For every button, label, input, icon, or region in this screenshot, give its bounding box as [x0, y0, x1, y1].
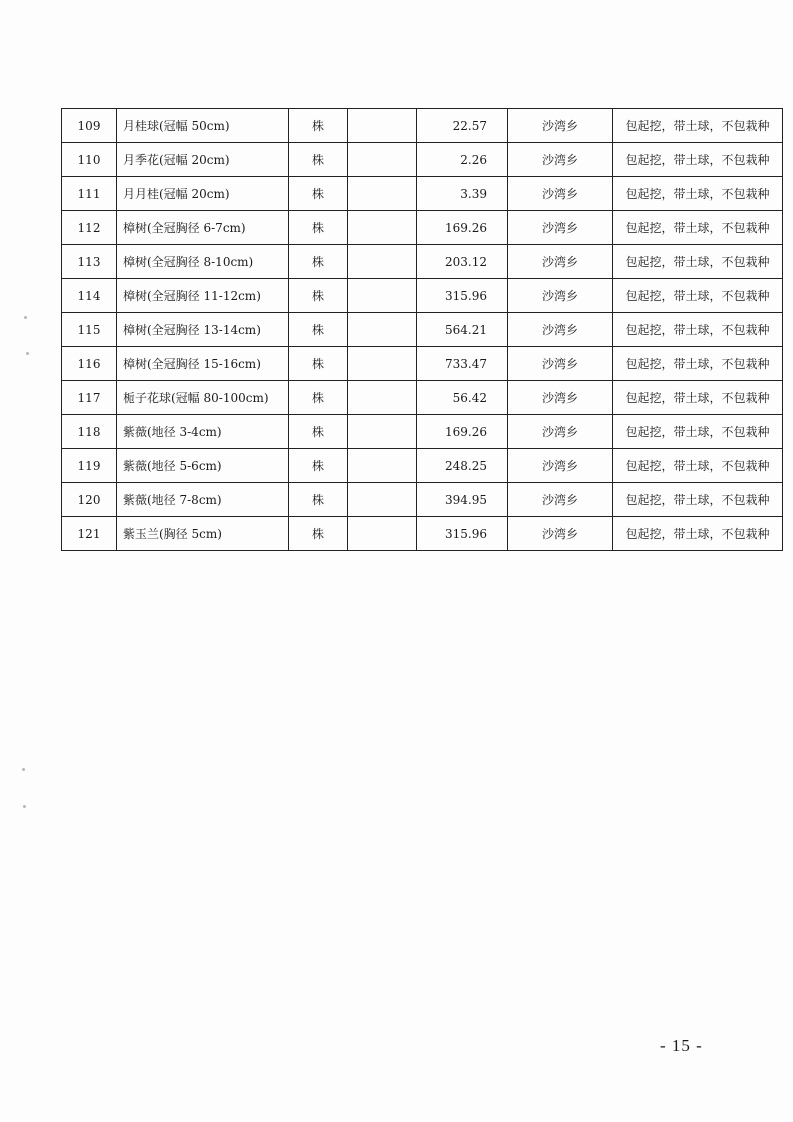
- price-table-body: [62, 109, 783, 551]
- item-price: 315.96: [417, 279, 508, 313]
- item-note: 包起挖，带土球，不包栽种: [613, 177, 783, 211]
- item-note: 包起挖，带土球，不包栽种: [613, 211, 783, 245]
- item-price: 3.39: [417, 177, 508, 211]
- item-name: 樟树(全冠胸径 6-7cm): [117, 211, 289, 245]
- row-number: 115: [62, 313, 117, 347]
- table-row: [62, 211, 783, 245]
- item-price: 394.95: [417, 483, 508, 517]
- item-name: 栀子花球(冠幅 80-100cm): [117, 381, 289, 415]
- table-row: [62, 279, 783, 313]
- table-row: [62, 245, 783, 279]
- item-unit: 株: [289, 245, 348, 279]
- table-row: [62, 415, 783, 449]
- item-note: 包起挖，带土球，不包栽种: [613, 483, 783, 517]
- item-price: 203.12: [417, 245, 508, 279]
- item-town: 沙湾乡: [508, 449, 613, 483]
- item-town: 沙湾乡: [508, 415, 613, 449]
- empty-cell: [348, 347, 417, 381]
- item-name: 紫薇(地径 5-6cm): [117, 449, 289, 483]
- empty-cell: [348, 177, 417, 211]
- item-town: 沙湾乡: [508, 143, 613, 177]
- row-number: 114: [62, 279, 117, 313]
- item-note: 包起挖，带土球，不包栽种: [613, 109, 783, 143]
- empty-cell: [348, 279, 417, 313]
- item-price: 56.42: [417, 381, 508, 415]
- item-unit: 株: [289, 381, 348, 415]
- item-unit: 株: [289, 449, 348, 483]
- item-unit: 株: [289, 483, 348, 517]
- row-number: 113: [62, 245, 117, 279]
- empty-cell: [348, 313, 417, 347]
- table-row: [62, 143, 783, 177]
- item-unit: 株: [289, 143, 348, 177]
- item-name: 紫玉兰(胸径 5cm): [117, 517, 289, 551]
- empty-cell: [348, 109, 417, 143]
- item-unit: 株: [289, 347, 348, 381]
- item-price: 2.26: [417, 143, 508, 177]
- item-name: 樟树(全冠胸径 15-16cm): [117, 347, 289, 381]
- item-note: 包起挖，带土球，不包栽种: [613, 449, 783, 483]
- item-unit: 株: [289, 279, 348, 313]
- item-note: 包起挖，带土球，不包栽种: [613, 143, 783, 177]
- item-name: 紫薇(地径 7-8cm): [117, 483, 289, 517]
- row-number: 117: [62, 381, 117, 415]
- item-town: 沙湾乡: [508, 313, 613, 347]
- item-town: 沙湾乡: [508, 109, 613, 143]
- item-name: 月月桂(冠幅 20cm): [117, 177, 289, 211]
- table-row: [62, 449, 783, 483]
- table-row: [62, 109, 783, 143]
- item-price: 315.96: [417, 517, 508, 551]
- item-note: 包起挖，带土球，不包栽种: [613, 347, 783, 381]
- item-price: 733.47: [417, 347, 508, 381]
- page-number: - 15 -: [660, 1036, 703, 1055]
- table-row: [62, 517, 783, 551]
- row-number: 109: [62, 109, 117, 143]
- empty-cell: [348, 211, 417, 245]
- empty-cell: [348, 415, 417, 449]
- item-town: 沙湾乡: [508, 347, 613, 381]
- item-note: 包起挖，带土球，不包栽种: [613, 245, 783, 279]
- item-unit: 株: [289, 415, 348, 449]
- row-number: 118: [62, 415, 117, 449]
- item-price: 248.25: [417, 449, 508, 483]
- scan-speck: [24, 316, 27, 319]
- item-note: 包起挖，带土球，不包栽种: [613, 313, 783, 347]
- item-unit: 株: [289, 211, 348, 245]
- empty-cell: [348, 143, 417, 177]
- item-unit: 株: [289, 313, 348, 347]
- table-row: [62, 313, 783, 347]
- item-note: 包起挖，带土球，不包栽种: [613, 381, 783, 415]
- row-number: 119: [62, 449, 117, 483]
- item-town: 沙湾乡: [508, 483, 613, 517]
- row-number: 120: [62, 483, 117, 517]
- item-name: 紫薇(地径 3-4cm): [117, 415, 289, 449]
- item-name: 樟树(全冠胸径 11-12cm): [117, 279, 289, 313]
- scan-speck: [22, 768, 25, 771]
- item-name: 樟树(全冠胸径 8-10cm): [117, 245, 289, 279]
- item-town: 沙湾乡: [508, 211, 613, 245]
- item-note: 包起挖，带土球，不包栽种: [613, 279, 783, 313]
- item-name: 月季花(冠幅 20cm): [117, 143, 289, 177]
- item-unit: 株: [289, 177, 348, 211]
- item-town: 沙湾乡: [508, 279, 613, 313]
- item-note: 包起挖，带土球，不包栽种: [613, 415, 783, 449]
- row-number: 111: [62, 177, 117, 211]
- item-town: 沙湾乡: [508, 381, 613, 415]
- item-town: 沙湾乡: [508, 245, 613, 279]
- empty-cell: [348, 483, 417, 517]
- empty-cell: [348, 449, 417, 483]
- item-price: 169.26: [417, 211, 508, 245]
- item-town: 沙湾乡: [508, 517, 613, 551]
- table-row: [62, 483, 783, 517]
- row-number: 112: [62, 211, 117, 245]
- table-row: [62, 381, 783, 415]
- scan-speck: [26, 352, 29, 355]
- item-price: 564.21: [417, 313, 508, 347]
- row-number: 110: [62, 143, 117, 177]
- price-table: [61, 108, 783, 551]
- table-row: [62, 347, 783, 381]
- empty-cell: [348, 381, 417, 415]
- item-unit: 株: [289, 109, 348, 143]
- item-price: 169.26: [417, 415, 508, 449]
- item-note: 包起挖，带土球，不包栽种: [613, 517, 783, 551]
- empty-cell: [348, 245, 417, 279]
- row-number: 116: [62, 347, 117, 381]
- item-name: 樟树(全冠胸径 13-14cm): [117, 313, 289, 347]
- row-number: 121: [62, 517, 117, 551]
- item-price: 22.57: [417, 109, 508, 143]
- item-unit: 株: [289, 517, 348, 551]
- item-name: 月桂球(冠幅 50cm): [117, 109, 289, 143]
- item-town: 沙湾乡: [508, 177, 613, 211]
- empty-cell: [348, 517, 417, 551]
- table-row: [62, 177, 783, 211]
- scan-speck: [23, 805, 26, 808]
